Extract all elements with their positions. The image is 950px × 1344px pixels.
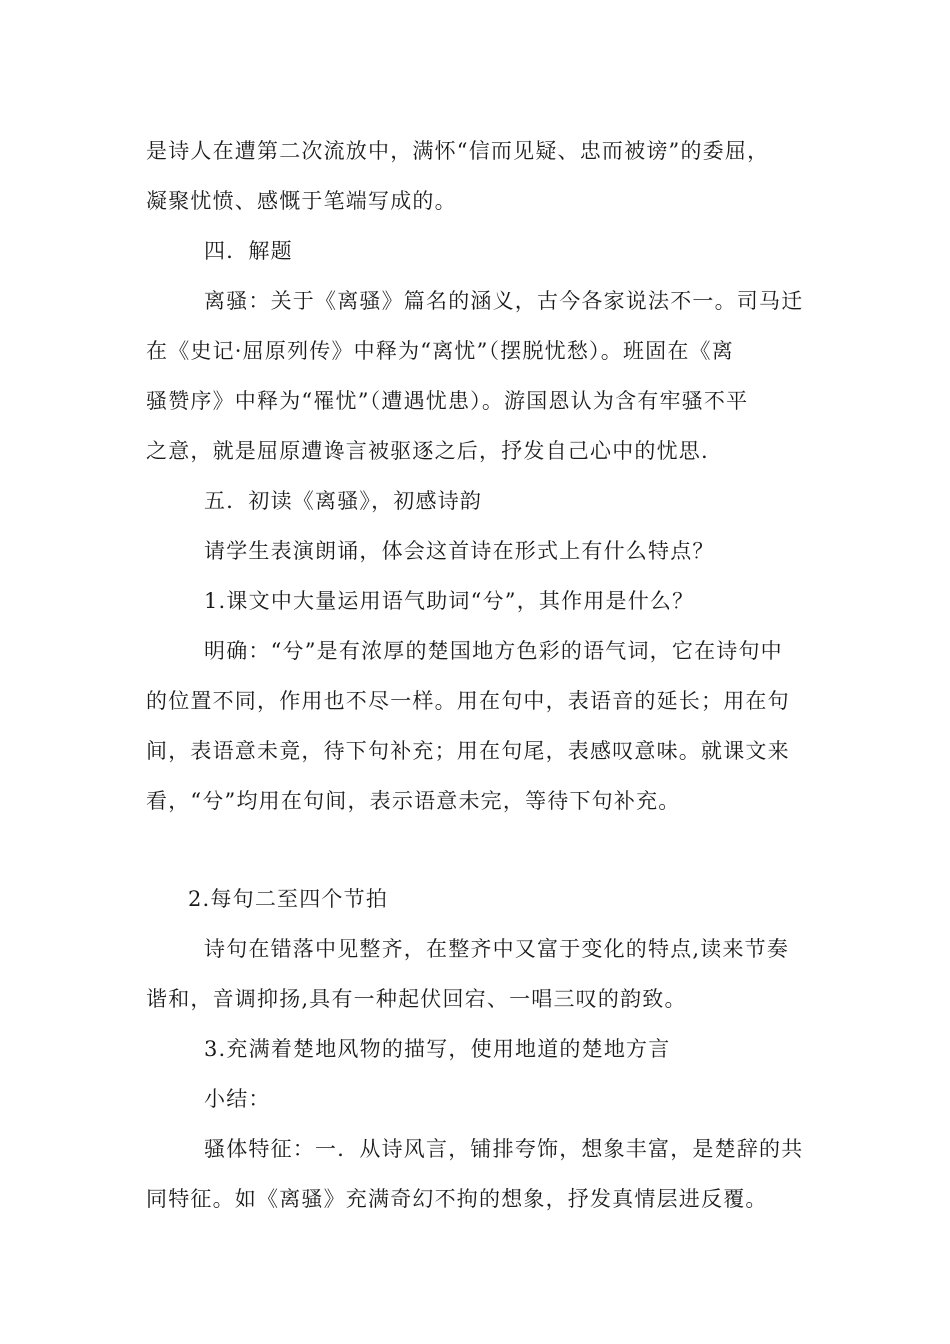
text-line: 诗句在错落中见整齐，在整齐中又富于变化的特点,读来节奏 — [204, 937, 790, 961]
text-line: 同特征。如《离骚》充满奇幻不拘的想象，抒发真情层进反覆。 — [146, 1187, 768, 1211]
text-line: 在《史记·屈原列传》中释为“离忧”（摆脱忧愁）。班固在《离 — [146, 339, 734, 363]
text-line: 的位置不同，作用也不尽一样。用在句中，表语音的延长；用在句 — [146, 689, 790, 713]
text-line: 间，表语意未竟，待下句补充；用在句尾，表感叹意味。就课文来 — [146, 739, 790, 763]
text-line: 看，“兮”均用在句间，表示语意未完，等待下句补充。 — [146, 789, 681, 813]
text-line: 骚体特征：一．从诗风言，铺排夸饰，想象丰富，是楚辞的共 — [204, 1137, 804, 1161]
question-line: 1.课文中大量运用语气助词“兮”，其作用是什么？ — [204, 589, 695, 613]
text-line: 凝聚忧愤、感慨于笔端写成的。 — [146, 189, 457, 213]
text-line: 离骚：关于《离骚》篇名的涵义，古今各家说法不一。司马迁 — [204, 289, 804, 313]
section-heading: 四．解题 — [204, 239, 293, 263]
text-line: 请学生表演朗诵，体会这首诗在形式上有什么特点？ — [204, 539, 715, 563]
subheading-line: 3.充满着楚地风物的描写，使用地道的楚地方言 — [204, 1037, 671, 1061]
section-heading: 五．初读《离骚》，初感诗韵 — [204, 489, 483, 513]
text-line: 明确：“兮”是有浓厚的楚国地方色彩的语气词，它在诗句中 — [204, 639, 783, 663]
text-line: 是诗人在遭第二次流放中，满怀“信而见疑、忠而被谤”的委屈， — [146, 139, 770, 163]
text-line: 骚赞序》中释为“罹忧”（遭遇忧患）。游国恩认为含有牢骚不平 — [146, 389, 749, 413]
text-line: 之意，就是屈原遭谗言被驱逐之后，抒发自己心中的忧思. — [146, 439, 709, 463]
subheading-line: 2.每句二至四个节拍 — [188, 887, 389, 911]
summary-label: 小结： — [204, 1087, 271, 1111]
text-line: 谐和，音调抑扬,具有一种起伏回宕、一唱三叹的韵致。 — [146, 987, 687, 1011]
